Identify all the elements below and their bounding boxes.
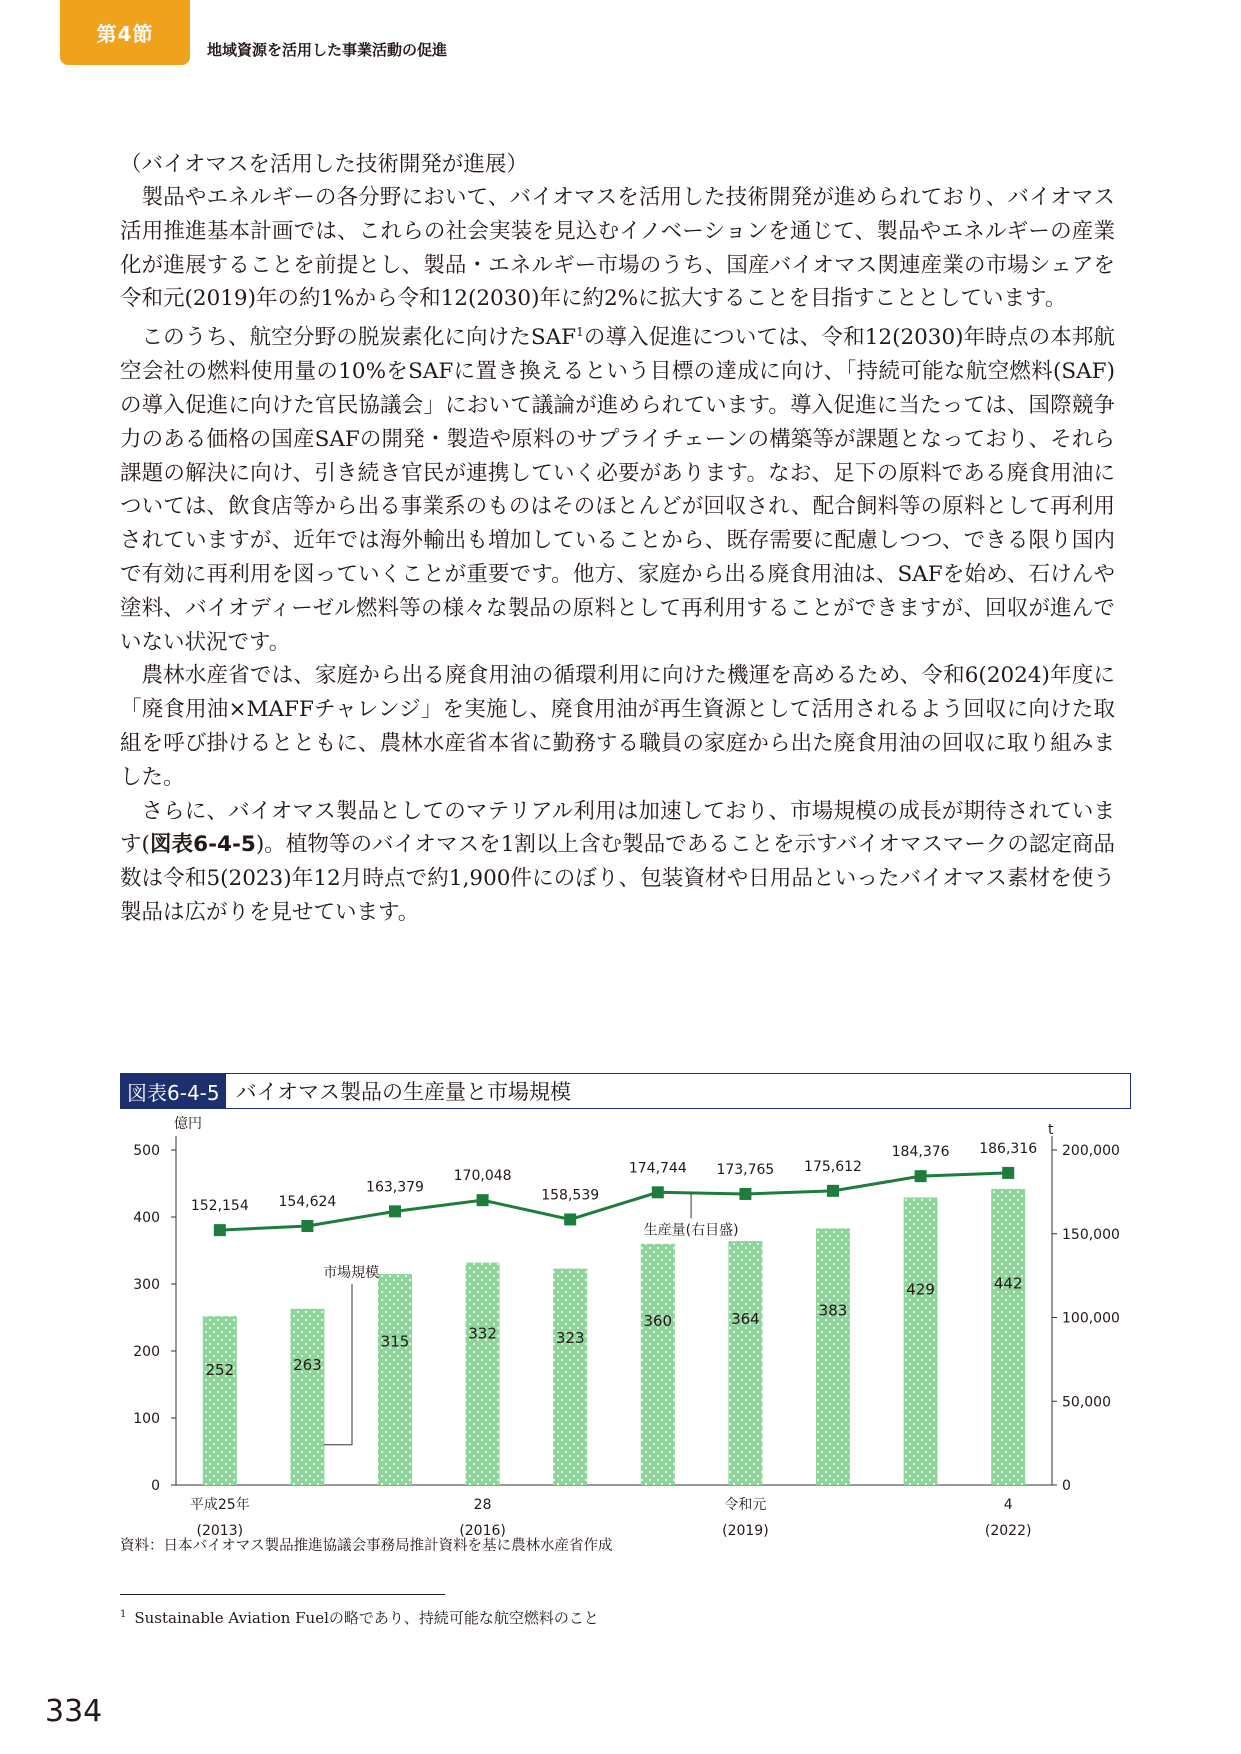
bar-series-name: 市場規模 (323, 1264, 380, 1281)
section-label: 第4節 (96, 22, 154, 46)
bar (553, 1269, 587, 1485)
line-value-label: 154,624 (278, 1194, 337, 1211)
x-tick-label: 4 (1003, 1497, 1013, 1513)
x-tick-year: (2022) (984, 1523, 1032, 1539)
line-point (1002, 1167, 1014, 1179)
figure-source: 資料：日本バイオマス製品推進協議会事務局推計資料を基に農林水産省作成 (120, 1538, 613, 1554)
figure-number: 図表6-4-5 (121, 1074, 226, 1108)
paragraph-3: 農林水産省では、家庭から出る廃食用油の循環利用に向けた機運を高めるため、令和6(2024)年度に「廃食用油×MAFFチャレンジ」を実施し、廃食用油が再生資源として活用されるよう回収に向けた取組を呼び掛けるとともに、農林水産省本省に勤務する職員の家庭から出た廃食用油の回収に取り組みました。 (120, 663, 1115, 790)
bar (641, 1244, 675, 1485)
line-value-label: 163,379 (366, 1179, 424, 1196)
bar-value-label: 360 (643, 1311, 673, 1330)
footnote-rule (120, 1594, 445, 1595)
bar-value-label: 263 (293, 1356, 322, 1375)
bar (378, 1274, 412, 1485)
bar-value-label: 323 (555, 1328, 585, 1347)
body-text (120, 148, 1115, 930)
line-value-label: 175,612 (804, 1158, 862, 1175)
x-tick-year: (2019) (722, 1523, 769, 1539)
left-tick-label: 300 (133, 1277, 160, 1293)
footnote (120, 1607, 599, 1628)
bar-line-chart (120, 1116, 1131, 1539)
right-tick-label: 200,000 (1062, 1143, 1120, 1159)
footnote-text: Sustainable Aviation Fuelの略であり、持続可能な航空燃料のこと (134, 1609, 599, 1627)
bar-value-label: 429 (906, 1280, 935, 1299)
bar (991, 1189, 1025, 1485)
x-tick-label: 平成25年 (189, 1497, 250, 1513)
left-tick-label: 100 (133, 1411, 160, 1427)
bar-value-label: 252 (205, 1361, 235, 1380)
x-tick-label: 令和元 (724, 1497, 767, 1513)
bar-callout-leader (324, 1284, 352, 1445)
bar (816, 1228, 850, 1485)
sub-heading: （バイオマスを活用した技術開発が進展） (120, 152, 528, 177)
line-point (214, 1224, 226, 1236)
bar-value-label: 442 (993, 1274, 1023, 1293)
footnote-mark: 1 (120, 1609, 127, 1620)
line-point (827, 1185, 839, 1197)
paragraph-2-part-1: このうち、航空分野の脱炭素化に向けたSAF (141, 325, 577, 351)
bar (290, 1309, 324, 1485)
paragraph-4 (120, 795, 1115, 930)
line-series-name: 生産量(右目盛) (643, 1222, 739, 1239)
line-value-label: 174,744 (628, 1160, 687, 1177)
paragraph-2 (120, 316, 1115, 659)
line-value-label: 186,316 (979, 1140, 1038, 1157)
left-tick-label: 500 (133, 1143, 160, 1159)
paragraph-2-part-2: の導入促進については、令和12(2030)年時点の本邦航空会社の燃料使用量の10%をSAFに置き換えるという目標の達成に向け、「持続可能な航空燃料(SAF)の導入促進に向けた官民協議会」において議論が進められています。導入促進に当たっては、国際競争力のある価格の国産SAFの開発・製造や原料のサプライチェーンの構築等が課題となっており、それら課題の解決に向け、引き続き官民が連携していく必要があります。なお、足下の原料である廃食用油については、飲食店等から出る事業系のものはそのほとんどが回収され、配合飼料等の原料として再利用されていますが、近年では海外輸出も増加していることから、既存需要に配慮しつつ、できる限り国内で有効に再利用を図っていくことが重要です。他方、家庭から出る廃食用油は、SAFを始め、石けんや塗料、バイオディーゼル燃料等の様々な製品の原料として再利用することができますが、回収が進んでいない状況です。 (120, 325, 1115, 655)
right-tick-label: 0 (1062, 1478, 1071, 1494)
line-point (652, 1186, 664, 1198)
left-axis-unit: 億円 (174, 1116, 202, 1132)
right-tick-label: 150,000 (1062, 1226, 1120, 1243)
left-tick-label: 400 (133, 1210, 160, 1226)
right-tick-label: 100,000 (1062, 1310, 1120, 1327)
page-number: 334 (45, 1694, 103, 1729)
figure-title: バイオマス製品の生産量と市場規模 (235, 1080, 571, 1104)
bar-value-label: 364 (731, 1310, 760, 1329)
right-tick-label: 50,000 (1062, 1394, 1111, 1411)
x-tick-year: (2016) (459, 1523, 506, 1539)
x-tick-label: 28 (473, 1497, 492, 1513)
paragraph-1: 製品やエネルギーの各分野において、バイオマスを活用した技術開発が進められており、バイオマス活用推進基本計画では、これらの社会実装を見込むイノベーションを通じて、製品やエネルギーの産業化が進展することを前提とし、製品・エネルギー市場のうち、国産バイオマス関連産業の市場シェアを令和元(2019)年の約1%から令和12(2030)年に約2%に拡大することを目指すこととしています。 (120, 185, 1115, 312)
production-line (220, 1173, 1008, 1230)
line-value-label: 170,048 (453, 1168, 512, 1185)
bar (728, 1241, 762, 1485)
line-value-label: 173,765 (716, 1161, 775, 1178)
footnote-ref[interactable]: 1 (576, 325, 584, 340)
x-tick-year: (2013) (196, 1523, 244, 1539)
line-point (739, 1188, 751, 1200)
bar-value-label: 383 (818, 1301, 848, 1320)
paragraph-4-part-2: )。植物等のバイオマスを1割以上含む製品であることを示すバイオマスマークの認定商品数は令和5(2023)年12月時点で約1,900件にのぼり、包装資材や日用品といったバイオマス素材を使う製品は広がりを見せています。 (120, 832, 1116, 925)
right-axis-unit: t (1048, 1122, 1054, 1138)
bar-value-label: 315 (380, 1332, 410, 1351)
bar (203, 1316, 237, 1485)
line-value-label: 184,376 (891, 1144, 950, 1161)
section-tab (60, 0, 190, 65)
line-point (477, 1194, 489, 1206)
bar-value-label: 332 (468, 1324, 497, 1343)
section-title: 地域資源を活用した事業活動の促進 (207, 41, 448, 59)
left-tick-label: 200 (133, 1344, 160, 1360)
line-point (915, 1170, 927, 1182)
line-point (389, 1205, 401, 1217)
line-point (564, 1213, 576, 1225)
left-tick-label: 0 (151, 1478, 160, 1494)
figure-title-bar (120, 1073, 1131, 1109)
line-value-label: 152,154 (190, 1198, 249, 1215)
paragraph-4-part-1: さらに、バイオマス製品としてのマテリアル利用は加速しており、市場規模の成長が期待されています( (120, 798, 1115, 858)
figure-reference[interactable]: 図表6-4-5 (149, 832, 256, 858)
line-point (301, 1220, 313, 1232)
bar (466, 1263, 500, 1485)
bar (904, 1198, 938, 1485)
line-value-label: 158,539 (541, 1187, 600, 1204)
